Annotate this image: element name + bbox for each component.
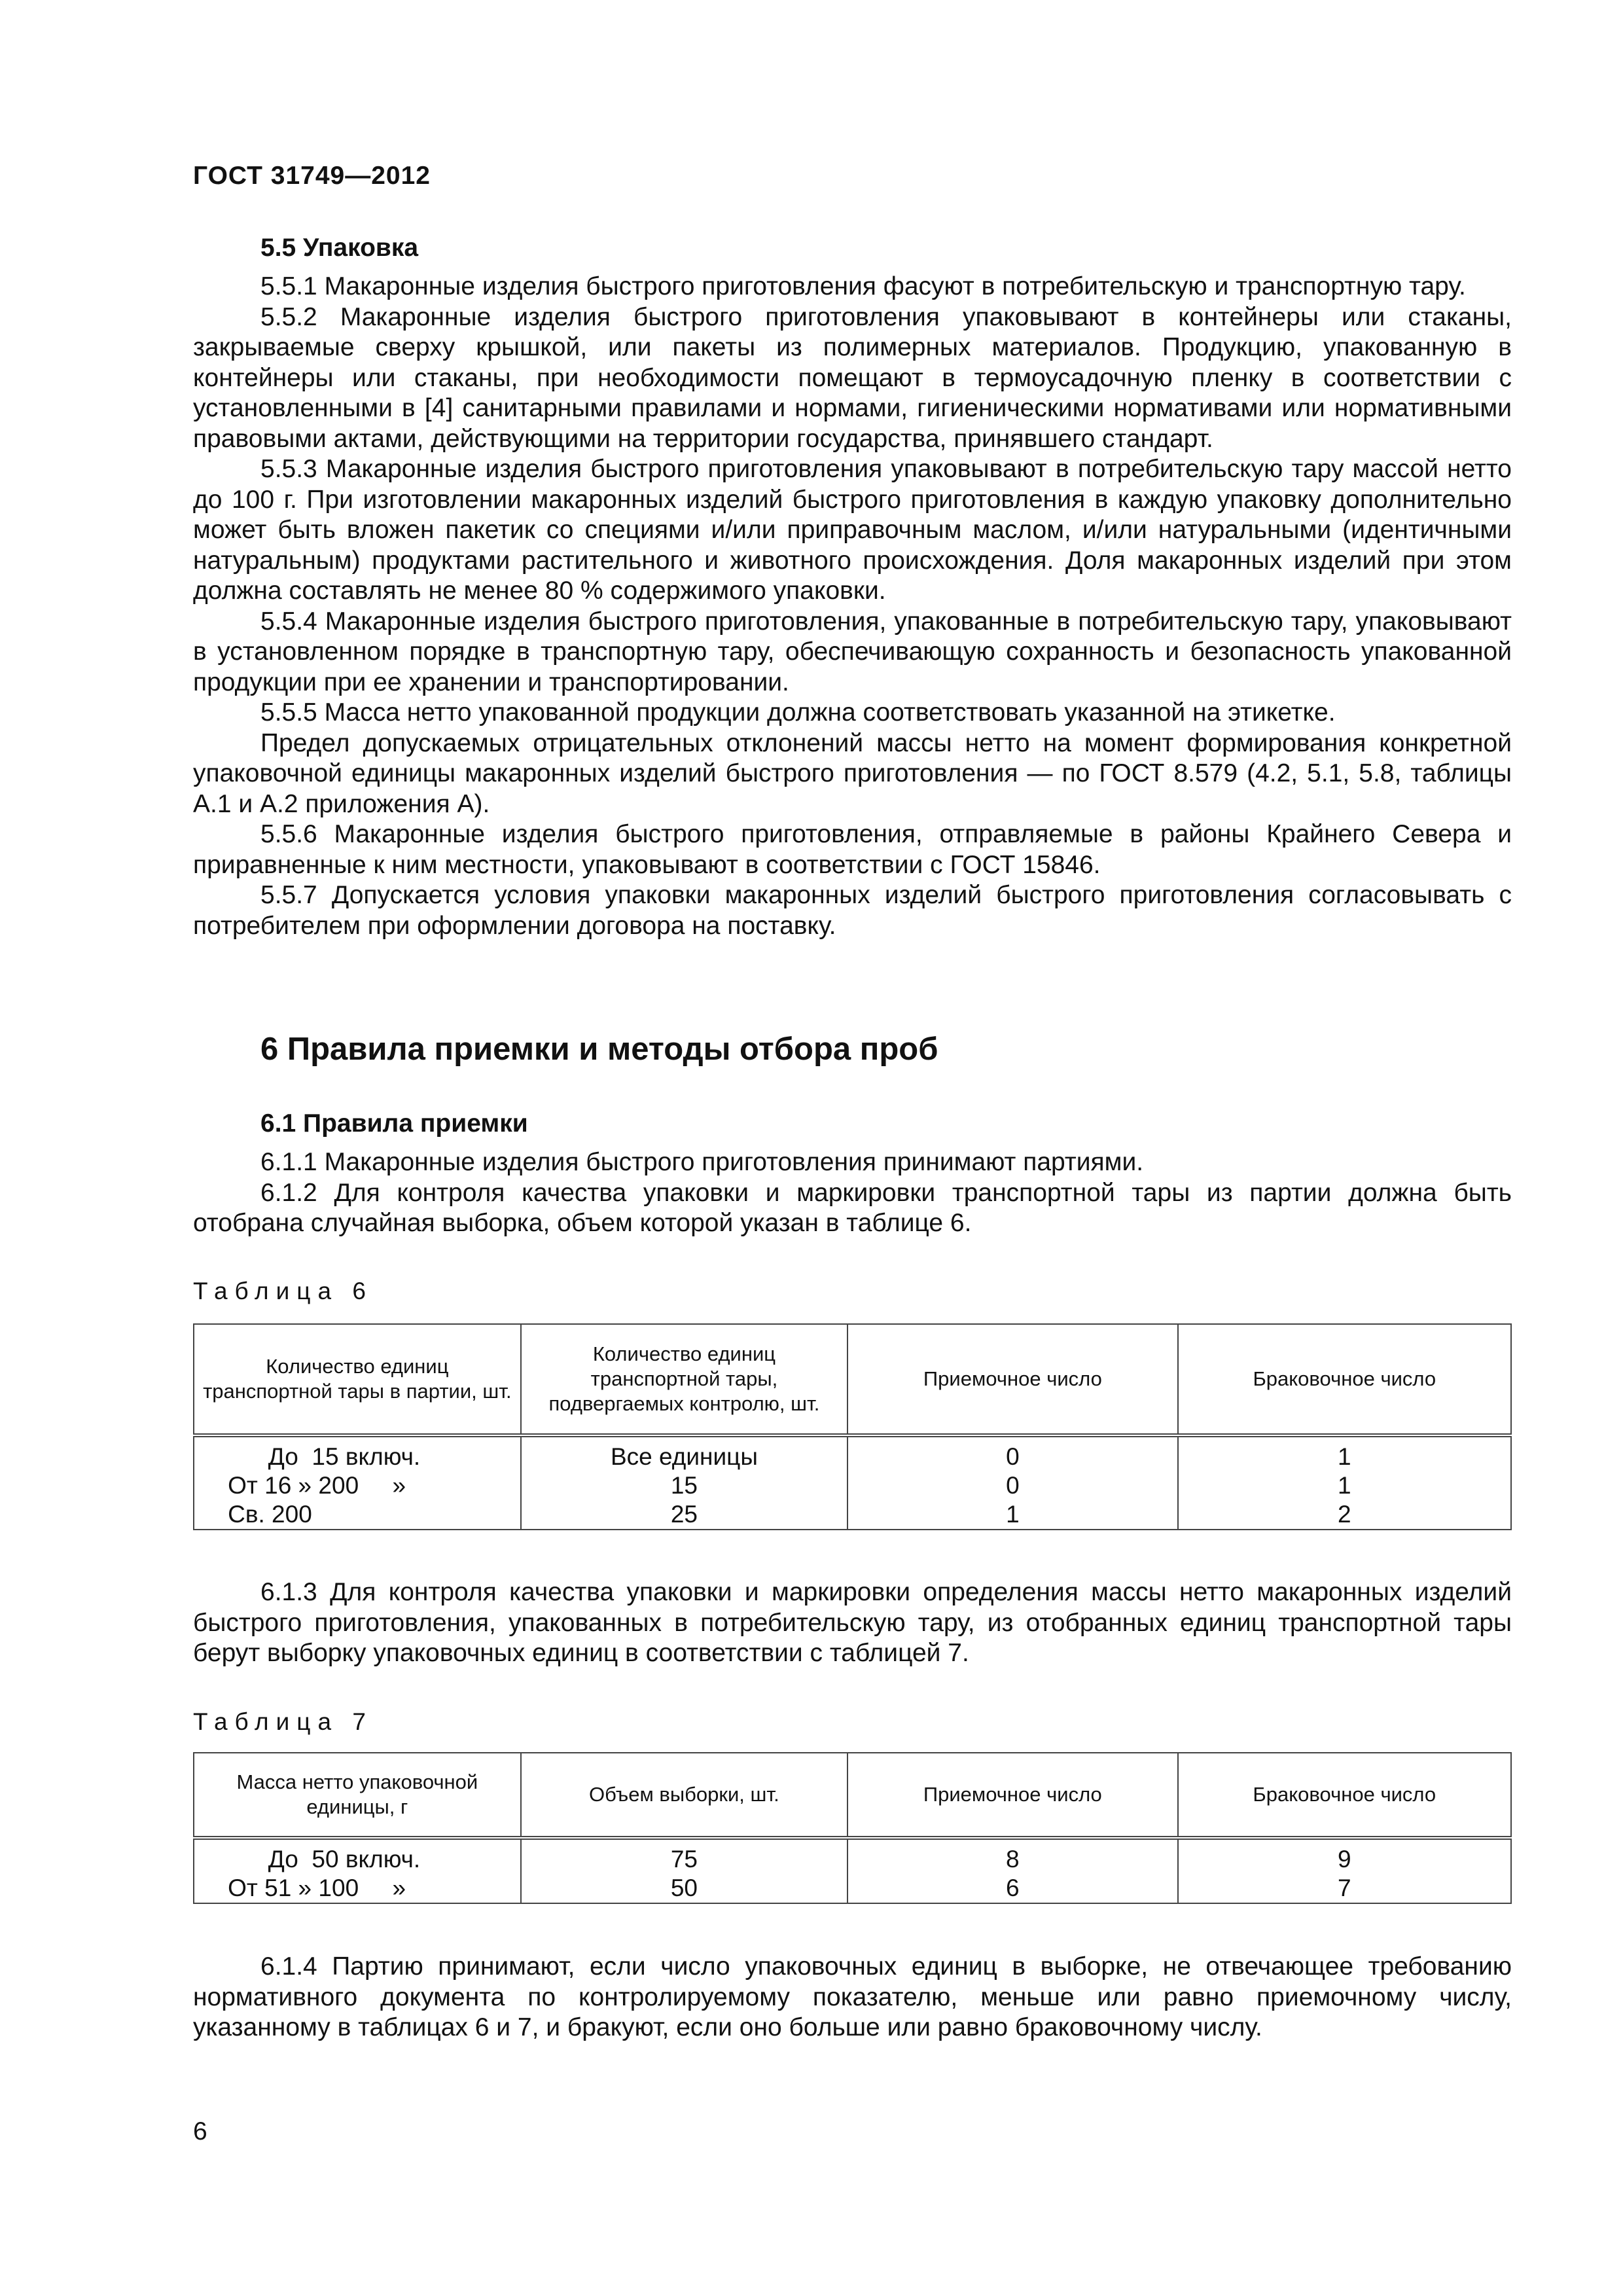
- column-header: Масса нетто упаковочной единицы, г: [194, 1753, 521, 1838]
- table-cell: 9: [1178, 1838, 1511, 1874]
- table-cell: 1: [847, 1500, 1177, 1530]
- table-cell: От 51 » 100 »: [194, 1874, 521, 1903]
- table-cell: От 16 » 200 »: [194, 1471, 521, 1500]
- table-cell: 1: [1178, 1435, 1511, 1471]
- table-cell: 0: [847, 1471, 1177, 1500]
- table-cell: До 15 включ.: [194, 1435, 521, 1471]
- paragraph: 6.1.3 Для контроля качества упаковки и маркировки определения массы нетто макаронных изделий быстрого приготовления, упакованных в потребительскую тару, из отобранных единиц транспортной тары берут выборку упаковочных единиц в соответствии с таблицей 7.: [193, 1578, 1512, 1667]
- page-number: 6: [193, 2117, 207, 2145]
- section-6-1-body-b: [193, 1577, 1512, 1669]
- table-row: [194, 1838, 1511, 1874]
- table-7-caption: Таблица 7: [193, 1708, 373, 1735]
- table-header-row: [194, 1324, 1511, 1435]
- table-cell: 6: [847, 1874, 1177, 1903]
- column-header: Браковочное число: [1178, 1753, 1511, 1838]
- paragraph: 5.5.3 Макаронные изделия быстрого приготовления упаковывают в потребительскую тару массой нетто до 100 г. При изготовлении макаронных изделий быстрого приготовления в каждую упаковку дополнительно может быть вложен пакетик со специями и/или приправочным маслом, и/или натуральными (идентичными натуральным) продуктами растительного и животного происхождения. Доля макаронных изделий при этом должна составлять не менее 80 % содержимого упаковки.: [193, 455, 1512, 605]
- document-header: ГОСТ 31749—2012: [193, 162, 431, 190]
- section-6-1-body-c: [193, 1952, 1512, 2043]
- paragraph: 5.5.1 Макаронные изделия быстрого приготовления фасуют в потребительскую и транспортную тару.: [260, 272, 1466, 300]
- table-6-caption: Таблица 6: [193, 1278, 373, 1304]
- table-row: [194, 1471, 1511, 1500]
- section-6-title: 6 Правила приемки и методы отбора проб: [260, 1031, 938, 1067]
- table-cell: 0: [847, 1435, 1177, 1471]
- paragraph: 5.5.2 Макаронные изделия быстрого приготовления упаковывают в контейнеры или стаканы, закрываемые сверху крышкой, или пакеты из полимерных материалов. Продукцию, упакованную в контейнеры или стаканы, при необходимости помещают в термоусадочную пленку в соответствии с установленными в [4] санитарными правилами и нормами, гигиеническими нормативами или нормативными правовыми актами, действующими на территории государства, принявшего стандарт.: [193, 302, 1512, 453]
- paragraph: 5.5.5 Масса нетто упакованной продукции должна соответствовать указанной на этикетке.: [260, 698, 1336, 726]
- table-cell: 7: [1178, 1874, 1511, 1903]
- table-cell: 1: [1178, 1471, 1511, 1500]
- column-header: Количество единиц транспортной тары, подвергаемых контролю, шт.: [521, 1324, 847, 1435]
- table-7: [193, 1752, 1512, 1904]
- section-5-5-title: 5.5 Упаковка: [260, 234, 419, 262]
- table-cell: До 50 включ.: [194, 1838, 521, 1874]
- paragraph: 5.5.4 Макаронные изделия быстрого приготовления, упакованные в потребительскую тару, упаковывают в установленном порядке в транспортную тару, обеспечивающую сохранность и безопасность упакованной продукции при ее хранении и транспортировании.: [193, 607, 1512, 696]
- table-cell: 15: [521, 1471, 847, 1500]
- paragraph: Предел допускаемых отрицательных отклонений массы нетто на момент формирования конкретной упаковочной единицы макаронных изделий быстрого приготовления — по ГОСТ 8.579 (4.2, 5.1, 5.8, таблицы А.1 и А.2 приложения А).: [193, 728, 1512, 818]
- table-row: [194, 1874, 1511, 1903]
- column-header: Объем выборки, шт.: [521, 1753, 847, 1838]
- table-cell: Все единицы: [521, 1435, 847, 1471]
- table-cell: 25: [521, 1500, 847, 1530]
- paragraph: 6.1.2 Для контроля качества упаковки и маркировки транспортной тары из партии должна быть отобрана случайная выборка, объем которой указан в таблице 6.: [193, 1178, 1512, 1237]
- column-header: Количество единиц транспортной тары в партии, шт.: [194, 1324, 521, 1435]
- paragraph: 6.1.1 Макаронные изделия быстрого приготовления принимают партиями.: [260, 1148, 1144, 1176]
- table-row: [194, 1500, 1511, 1530]
- table-cell: 8: [847, 1838, 1177, 1874]
- section-6-1-title: 6.1 Правила приемки: [260, 1109, 528, 1138]
- table-cell: 75: [521, 1838, 847, 1874]
- table-cell: 2: [1178, 1500, 1511, 1530]
- paragraph: 6.1.4 Партию принимают, если число упаковочных единиц в выборке, не отвечающее требованию нормативного документа по контролируемому показателю, меньше или равно приемочному числу, указанному в таблицах 6 и 7, и бракуют, если оно больше или равно браковочному числу.: [193, 1952, 1512, 2041]
- section-6-1-body-a: [193, 1147, 1512, 1239]
- column-header: Приемочное число: [847, 1324, 1177, 1435]
- column-header: Приемочное число: [847, 1753, 1177, 1838]
- table-header-row: [194, 1753, 1511, 1838]
- table-cell: Св. 200: [194, 1500, 521, 1530]
- table-6: [193, 1323, 1512, 1530]
- paragraph: 5.5.7 Допускается условия упаковки макаронных изделий быстрого приготовления согласовывать с потребителем при оформлении договора на поставку.: [193, 881, 1512, 940]
- paragraph: 5.5.6 Макаронные изделия быстрого приготовления, отправляемые в районы Крайнего Севера и приравненные к ним местности, упаковывают в соответствии с ГОСТ 15846.: [193, 820, 1512, 879]
- column-header: Браковочное число: [1178, 1324, 1511, 1435]
- section-5-5-body: [193, 272, 1512, 941]
- table-row: [194, 1435, 1511, 1471]
- table-cell: 50: [521, 1874, 847, 1903]
